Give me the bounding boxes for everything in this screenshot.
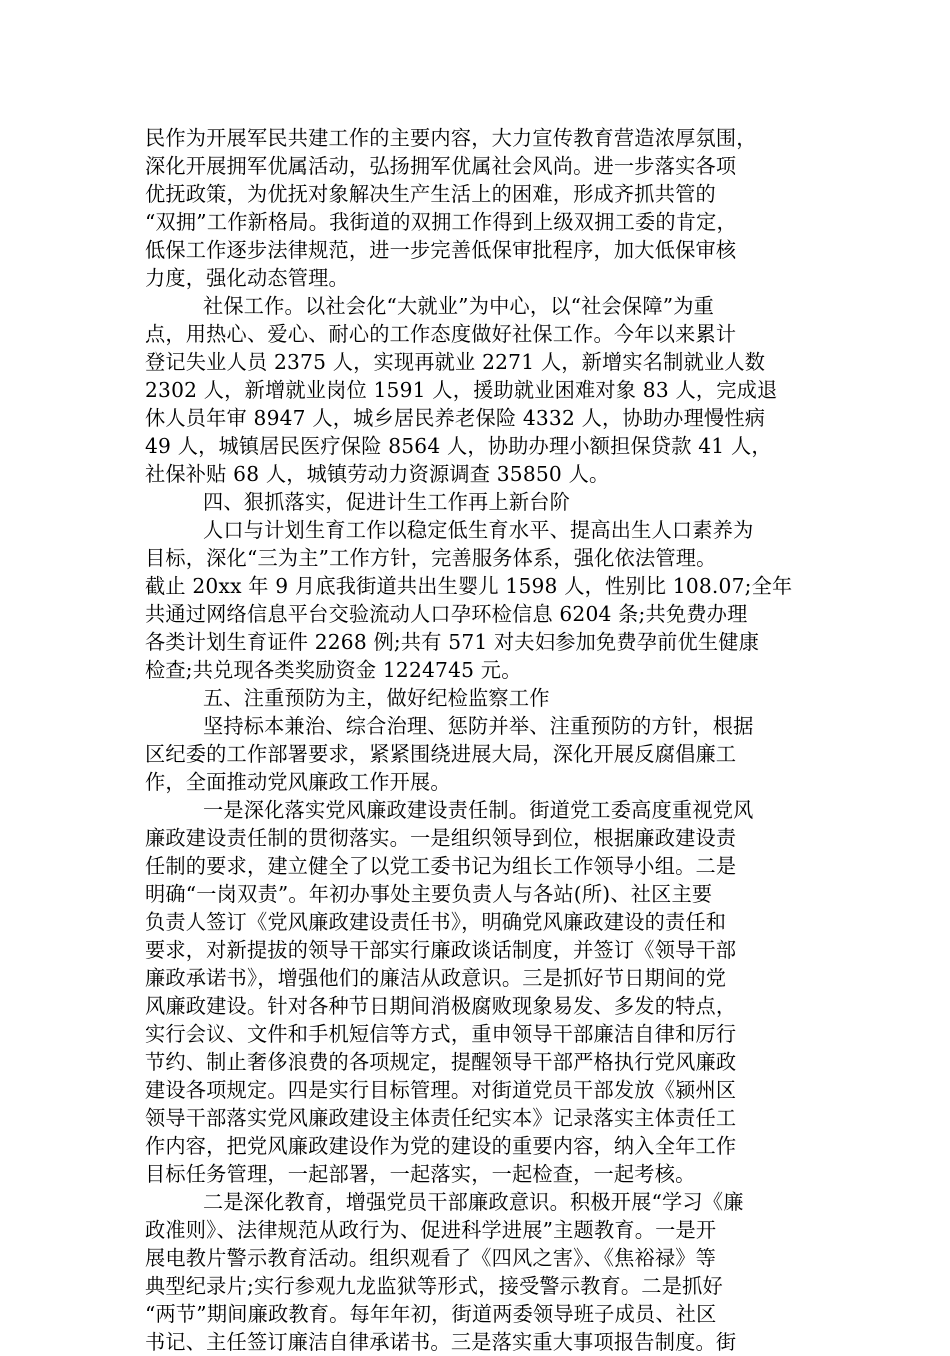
text-line: 目标任务管理，一起部署，一起落实，一起检查，一起考核。 (145, 1162, 696, 1186)
text-line: 共通过网络信息平台交验流动人口孕环检信息 6204 条;共免费办理 (145, 602, 748, 626)
text-line: 典型纪录片;实行参观九龙监狱等形式，接受警示教育。二是抓好 (145, 1274, 723, 1298)
text-line: 登记失业人员 2375 人，实现再就业 2271 人，新增实名制就业人数 (145, 350, 766, 374)
text-line: 政准则》、法律规范从政行为、促进科学进展”主题教育。一是开 (145, 1218, 717, 1242)
text-line: 检查;共兑现各类奖励资金 1224745 元。 (145, 658, 522, 682)
text-line: 优抚政策，为优抚对象解决生产生活上的困难，形成齐抓共管的 (145, 182, 716, 206)
text-line: 49 人，城镇居民医疗保险 8564 人，协助办理小额担保贷款 41 人， (145, 434, 772, 458)
text-line: 坚持标本兼治、综合治理、惩防并举、注重预防的方针，根据 (203, 714, 754, 738)
text-line: 要求，对新提拔的领导干部实行廉政谈话制度，并签订《领导干部 (145, 938, 737, 962)
text-line: 五、注重预防为主，做好纪检监察工作 (203, 686, 550, 710)
text-line: “两节”期间廉政教育。每年年初，街道两委领导班子成员、社区 (145, 1302, 717, 1326)
text-line: 区纪委的工作部署要求，紧紧围绕进展大局，深化开展反腐倡廉工 (145, 742, 737, 766)
text-line: 二是深化教育，增强党员干部廉政意识。积极开展“学习《廉 (203, 1190, 744, 1214)
text-line: 建设各项规定。四是实行目标管理。对街道党员干部发放《颍州区 (145, 1078, 737, 1102)
text-line: 点，用热心、爱心、耐心的工作态度做好社保工作。今年以来累计 (145, 322, 737, 346)
text-line: 目标，深化“三为主”工作方针，完善服务体系，强化依法管理。 (145, 546, 717, 570)
text-line: 民作为开展军民共建工作的主要内容，大力宣传教育营造浓厚氛围， (145, 126, 757, 150)
text-line: 各类计划生育证件 2268 例;共有 571 对夫妇参加免费孕前优生健康 (145, 630, 760, 654)
text-line: 力度，强化动态管理。 (145, 266, 349, 290)
text-line: 社保补贴 68 人，城镇劳动力资源调查 35850 人。 (145, 462, 610, 486)
text-line: 一是深化落实党风廉政建设责任制。街道党工委高度重视党风 (203, 798, 754, 822)
document-page (145, 124, 825, 1356)
text-line: 节约、制止奢侈浪费的各项规定，提醒领导干部严格执行党风廉政 (145, 1050, 737, 1074)
text-line: 书记、主任签订廉洁自律承诺书。三是落实重大事项报告制度。街 (145, 1330, 737, 1354)
text-line: 休人员年审 8947 人，城乡居民养老保险 4332 人，协助办理慢性病 (145, 406, 766, 430)
text-line: 实行会议、文件和手机短信等方式，重申领导干部廉洁自律和厉行 (145, 1022, 737, 1046)
text-line: 截止 20xx 年 9 月底我街道共出生婴儿 1598 人，性别比 108.07;全年 (145, 574, 793, 598)
text-line: 廉政承诺书》，增强他们的廉洁从政意识。三是抓好节日期间的党 (145, 966, 727, 990)
text-line: 明确“一岗双责”。年初办事处主要负责人与各站(所)、社区主要 (145, 882, 713, 906)
text-line: 深化开展拥军优属活动，弘扬拥军优属社会风尚。进一步落实各项 (145, 154, 737, 178)
text-line: 展电教片警示教育活动。组织观看了《四风之害》、《焦裕禄》等 (145, 1246, 717, 1270)
text-line: 低保工作逐步法律规范，进一步完善低保审批程序，加大低保审核 (145, 238, 737, 262)
text-line: 廉政建设责任制的贯彻落实。一是组织领导到位，根据廉政建设责 (145, 826, 737, 850)
text-line: 四、狠抓落实，促进计生工作再上新台阶 (203, 490, 570, 514)
text-line: “双拥”工作新格局。我街道的双拥工作得到上级双拥工委的肯定， (145, 210, 737, 234)
text-line: 领导干部落实党风廉政建设主体责任纪实本》记录落实主体责任工 (145, 1106, 737, 1130)
text-line: 任制的要求，建立健全了以党工委书记为组长工作领导小组。二是 (145, 854, 737, 878)
text-line: 人口与计划生育工作以稳定低生育水平、提高出生人口素养为 (203, 518, 754, 542)
text-line: 作内容，把党风廉政建设作为党的建设的重要内容，纳入全年工作 (145, 1134, 737, 1158)
text-line: 风廉政建设。针对各种节日期间消极腐败现象易发、多发的特点， (145, 994, 737, 1018)
text-line: 负责人签订《党风廉政建设责任书》，明确党风廉政建设的责任和 (145, 910, 727, 934)
text-line: 2302 人，新增就业岗位 1591 人，援助就业困难对象 83 人，完成退 (145, 378, 778, 402)
text-line: 作，全面推动党风廉政工作开展。 (145, 770, 451, 794)
text-line: 社保工作。以社会化“大就业”为中心，以“社会保障”为重 (203, 294, 714, 318)
